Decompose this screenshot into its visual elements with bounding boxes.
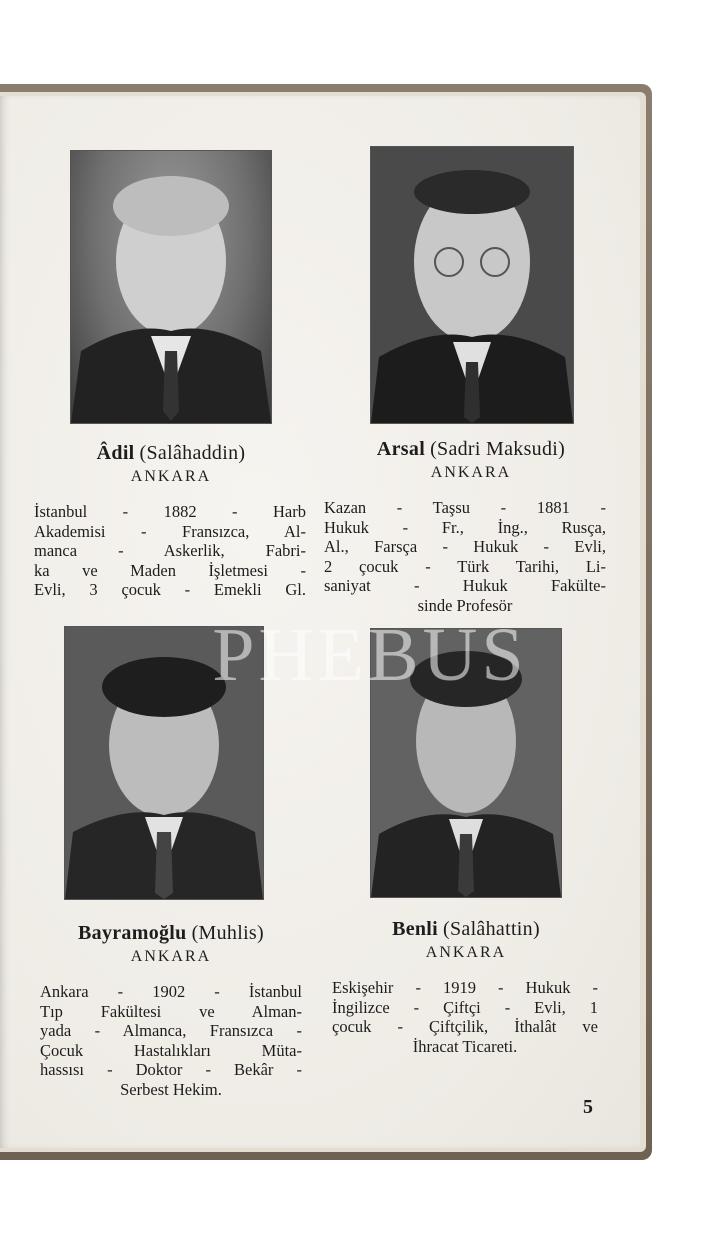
surname: Benli [392, 918, 439, 940]
bio-line: Çocuk Hastalıkları Müta- [40, 1040, 302, 1060]
city: ANKARA [130, 948, 212, 965]
bio-line: Akademisi - Fransızca, Al- [34, 521, 306, 541]
city: ANKARA [430, 464, 512, 481]
given-name: (Salâhaddin) [139, 442, 246, 464]
entry-adil [34, 150, 306, 610]
entry-arsal [324, 146, 606, 616]
name-line [338, 438, 604, 461]
name-line [36, 922, 306, 945]
bio-line: İhracat Ticareti. [412, 1036, 518, 1056]
bio-line: Ankara - 1902 - İstanbul [40, 982, 302, 1001]
bio-line: çocuk - Çiftçilik, İthalât ve [332, 1017, 598, 1036]
bio-line: Al., Farsça - Hukuk - Evli, [324, 537, 606, 556]
city: ANKARA [425, 944, 507, 961]
bio-line: hassısı - Doktor - Bekâr - [40, 1060, 302, 1079]
portrait-image [71, 151, 271, 423]
bio-line: Tıp Fakültesi ve Alman- [40, 1001, 302, 1021]
portrait-photo [70, 150, 272, 424]
bio-line: saniyat - Hukuk Fakülte- [324, 576, 606, 595]
bio-line: Eskişehir - 1919 - Hukuk - [332, 978, 598, 997]
surname: Arsal [376, 438, 426, 460]
biography [332, 978, 598, 1056]
name-line [328, 918, 604, 941]
surname: Âdil [96, 442, 135, 464]
surname: Bayramoğlu [78, 922, 187, 944]
biography [34, 502, 306, 600]
bio-line: Evli, 3 çocuk - Emekli Gl. [34, 580, 306, 599]
biography [324, 498, 606, 615]
bio-line: İstanbul - 1882 - Harb [34, 502, 306, 521]
bio-line: yada - Almanca, Fransızca - [40, 1021, 302, 1040]
bio-line: Kazan - Taşsu - 1881 - [324, 498, 606, 517]
watermark: PHEBUS [212, 613, 528, 697]
bio-line: Hukuk - Fr., İng., Rusça, [324, 517, 606, 537]
bio-line: sinde Profesör [417, 595, 513, 615]
bio-line: 2 çocuk - Türk Tarihi, Li- [324, 556, 606, 576]
page-number: 5 [583, 1096, 593, 1118]
portrait-image [371, 147, 573, 423]
biography [40, 982, 302, 1099]
given-name: (Sadri Maksudi) [430, 438, 566, 460]
given-name: (Salâhattin) [443, 918, 540, 940]
given-name: (Muhlis) [191, 922, 264, 944]
bio-line: Serbest Hekim. [120, 1079, 222, 1099]
portrait-photo [370, 146, 574, 424]
city: ANKARA [130, 468, 212, 485]
bio-line: manca - Askerlik, Fabri- [34, 541, 306, 560]
name-line [40, 442, 302, 465]
bio-line: ka ve Maden İşletmesi - [34, 560, 306, 580]
bio-line: İngilizce - Çiftçi - Evli, 1 [332, 997, 598, 1017]
